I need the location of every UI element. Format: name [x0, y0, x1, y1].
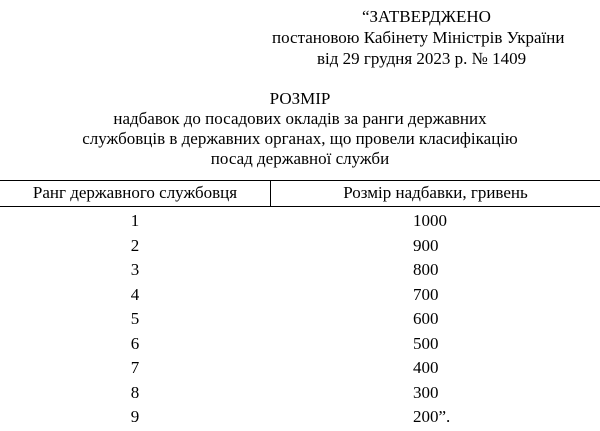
table-row [0, 307, 600, 332]
rank-cell: 3 [130, 260, 140, 279]
size-cell: 1000 [413, 211, 447, 230]
size-cell: 200”. [413, 407, 451, 426]
table-row [0, 405, 600, 430]
table-body [0, 209, 600, 430]
table-row [0, 356, 600, 381]
rank-cell: 8 [130, 382, 140, 402]
table-row [0, 234, 600, 259]
rank-cell: 7 [130, 358, 140, 377]
table-row [0, 209, 600, 234]
document-title [0, 89, 600, 169]
size-cell: 500 [413, 333, 439, 353]
rank-cell: 9 [130, 407, 140, 426]
table-row [0, 332, 600, 357]
rank-cell: 2 [130, 235, 140, 255]
table-header-bottom-rule [0, 206, 600, 207]
size-cell: 700 [413, 284, 439, 304]
title-line-2: службовців в державних органах, що провели класифікацію [82, 129, 518, 148]
approval-stamp [272, 6, 592, 69]
size-cell: 400 [413, 358, 439, 377]
rank-cell: 4 [130, 284, 140, 304]
column-header-rank: Ранг державного службовця [32, 183, 238, 202]
table-row [0, 381, 600, 406]
approval-heading: “ЗАТВЕРДЖЕНО [362, 7, 491, 26]
size-cell: 300 [413, 382, 439, 402]
rank-cell: 1 [130, 211, 140, 230]
table-row [0, 258, 600, 283]
approval-date: від 29 грудня 2023 р. № 1409 [317, 49, 527, 68]
rank-cell: 5 [130, 309, 140, 328]
title-line-3: посад державної служби [210, 149, 390, 168]
size-cell: 900 [413, 235, 439, 255]
column-header-size: Розмір надбавки, гривень [343, 183, 528, 202]
rank-cell: 6 [130, 333, 140, 353]
table-header-top-rule [0, 180, 600, 181]
size-cell: 800 [413, 260, 439, 279]
approval-authority: постановою Кабінету Міністрів України [272, 28, 565, 47]
title-heading: РОЗМІР [269, 89, 331, 108]
size-cell: 600 [413, 309, 439, 328]
table-row [0, 283, 600, 308]
title-line-1: надбавок до посадових окладів за ранги державних [113, 109, 487, 128]
